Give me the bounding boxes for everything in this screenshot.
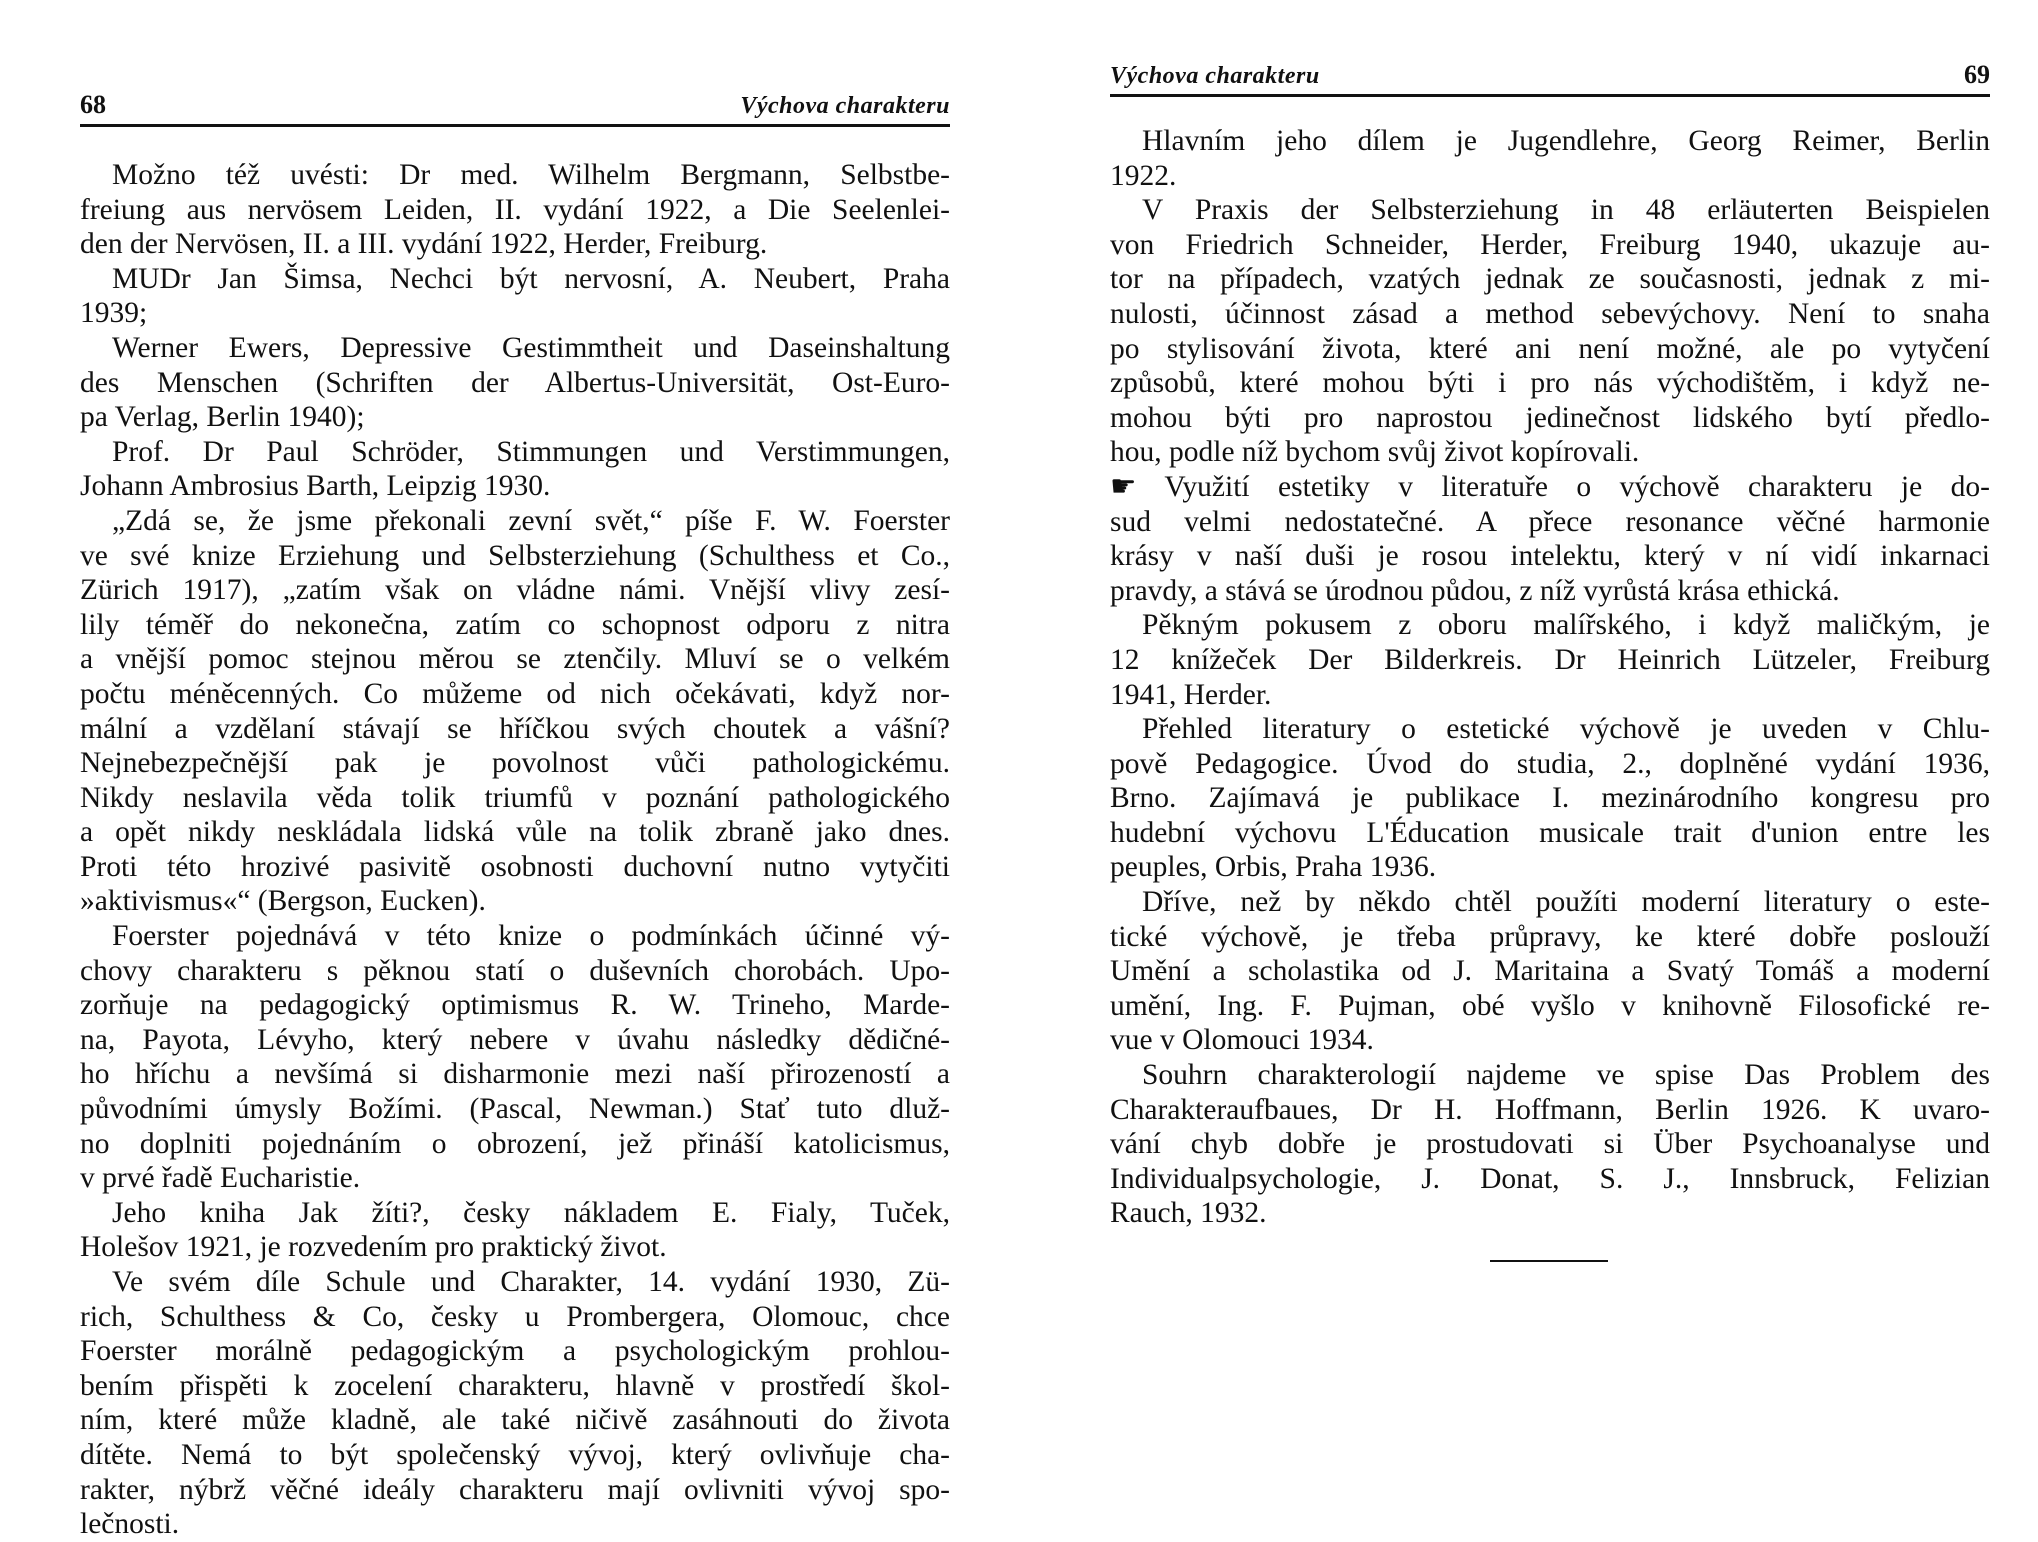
text-line: 1922. (1110, 159, 1177, 192)
text-line: peuples, Orbis, Praha 1936. (1110, 851, 1437, 884)
text-line: hudební výchovu L'Éducation musicale trait d'union entre les (1110, 816, 1990, 849)
text-line: vue v Olomouci 1934. (1110, 1024, 1374, 1057)
text-line: vání chyb dobře je prostudovati si Über Psychoanalyse und (1110, 1128, 1990, 1161)
text-line: Nejnebezpečnější pak je povolnost vůči pathologickému. (80, 747, 950, 780)
text-line: umění, Ing. F. Pujman, obé vyšlo v knihovně Filosofické re- (1110, 989, 1990, 1022)
text-line: mohou býti pro naprostou jedinečnost lidského bytí předlo- (1110, 401, 1990, 434)
running-head (1110, 58, 1990, 97)
text-line: ve své knize Erziehung und Selbsterziehung (Schulthess et Co., (80, 539, 950, 572)
text-line: 12 knížeček Der Bilderkreis. Dr Heinrich Lützeler, Freiburg (1110, 643, 1990, 676)
text-line: Souhrn charakterologií najdeme ve spise Das Problem des (1142, 1059, 1990, 1092)
text-line: Johann Ambrosius Barth, Leipzig 1930. (80, 470, 551, 503)
text-line: počtu méněcenných. Co můžeme od nich očekávati, když nor- (80, 677, 950, 710)
text-line: Nikdy neslavila věda tolik triumfů v poznání pathologického (80, 781, 950, 814)
text-line: Werner Ewers, Depressive Gestimmtheit und Daseinshaltung (112, 331, 950, 364)
text-line: dítěte. Nemá to být společenský vývoj, který ovlivňuje cha- (80, 1438, 950, 1471)
text-line: Prof. Dr Paul Schröder, Stimmungen und Verstimmungen, (112, 435, 950, 468)
section-end-rule (1490, 1260, 1608, 1262)
text-line: des Menschen (Schriften der Albertus-Universität, Ost-Euro- (80, 366, 950, 399)
text-line: no doplniti pojednáním o obrození, jež přináší katolicismus, (80, 1127, 950, 1160)
body-text (1110, 124, 1990, 1231)
text-line: pravdy, a stává se úrodnou půdou, z níž vyrůstá krása ethická. (1110, 574, 1840, 607)
running-title: Výchova charakteru (740, 93, 950, 119)
text-line: Jeho kniha Jak žíti?, česky nákladem E. Fialy, Tuček, (112, 1196, 950, 1229)
text-line: den der Nervösen, II. a III. vydání 1922, Herder, Freiburg. (80, 228, 768, 261)
text-line: Umění a scholastika od J. Maritaina a Svatý Tomáš a moderní (1110, 955, 1990, 988)
text-line: Přehled literatury o estetické výchově je uveden v Chlu- (1142, 713, 1990, 746)
text-line: rich, Schulthess & Co, česky u Prombergera, Olomouc, chce (80, 1300, 950, 1333)
text-line: chovy charakteru s pěknou statí o duševních chorobách. Upo- (80, 954, 950, 987)
page-number: 68 (80, 90, 106, 119)
text-line: pově Pedagogice. Úvod do studia, 2., doplněné vydání 1936, (1110, 747, 1990, 780)
text-line: lily téměř do nekonečna, zatím co schopnost odporu z nitra (80, 608, 950, 641)
text-line: ☛ Využití estetiky v literatuře o výchově charakteru je do- (1110, 470, 1990, 503)
text-line: původními úmysly Božími. (Pascal, Newman.) Stať tuto dluž- (80, 1093, 950, 1126)
text-line: na, Payota, Lévyho, který nebere v úvahu následky dědičné- (80, 1023, 950, 1056)
text-line: lečnosti. (80, 1508, 180, 1541)
body-text (80, 158, 950, 1542)
text-line: 1941, Herder. (1110, 678, 1272, 711)
text-line: a vnější pomoc stejnou měrou se ztenčily. Mluví se o velkém (80, 643, 950, 676)
text-line: a opět nikdy neskládala lidská vůle na tolik zbraně jako dnes. (80, 816, 950, 849)
text-line: Individualpsychologie, J. Donat, S. J., Innsbruck, Felizian (1110, 1162, 1990, 1195)
text-line: Proti této hrozivé pasivitě osobnosti duchovní nutno vytyčiti (80, 850, 950, 883)
text-line: rakter, nýbrž věčné ideály charakteru mají ovlivniti vývoj spo- (80, 1473, 950, 1506)
text-line: mální a vzdělaní stávají se hříčkou svých choutek a vášní? (80, 712, 950, 745)
text-line: MUDr Jan Šimsa, Nechci být nervosní, A. Neubert, Praha (112, 262, 950, 295)
text-line: tické výchově, je třeba průpravy, ke které dobře poslouží (1110, 920, 1990, 953)
text-line: Foerster morálně pedagogickým a psychologickým prohlou- (80, 1335, 950, 1368)
text-line: po stylisování života, které ani není možné, ale po vytyčení (1110, 332, 1990, 365)
text-line: způsobů, které mohou býti i pro nás východištěm, i když ne- (1110, 367, 1990, 400)
text-line: ním, které může kladně, ale také ničivě zasáhnouti do života (80, 1404, 950, 1437)
text-line: Holešov 1921, je rozvedením pro praktický život. (80, 1231, 667, 1264)
text-line: freiung aus nervösem Leiden, II. vydání 1922, a Die Seelenlei- (80, 193, 950, 226)
text-line: hou, podle níž bychom svůj život kopírovali. (1110, 436, 1640, 469)
text-line: Ve svém díle Schule und Charakter, 14. vydání 1930, Zü- (112, 1266, 950, 1298)
text-line: V Praxis der Selbsterziehung in 48 erläuterten Beispielen (1142, 194, 1990, 227)
text-line: pa Verlag, Berlin 1940); (80, 401, 365, 434)
text-line: bením přispěti k zocelení charakteru, hlavně v prostředí škol- (80, 1369, 950, 1402)
text-line: 1939; (80, 297, 148, 330)
text-line: ho hříchu a nevšímá si disharmonie mezi naší přirozeností a (80, 1058, 950, 1091)
text-line: nulosti, účinnost zásad a method sebevýchovy. Není to snaha (1110, 297, 1990, 330)
text-line: »aktivismus«“ (Bergson, Eucken). (80, 885, 486, 918)
text-line: sud velmi nedostatečné. A přece resonance věčné harmonie (1110, 505, 1990, 538)
text-line: Dříve, než by někdo chtěl použíti moderní literatury o este- (1142, 886, 1990, 919)
text-line: Brno. Zajímavá je publikace I. mezinárodního kongresu pro (1110, 782, 1990, 815)
text-line: von Friedrich Schneider, Herder, Freiburg 1940, ukazuje au- (1110, 228, 1990, 261)
text-line: „Zdá se, že jsme překonali zevní svět,“ píše F. W. Foerster (112, 504, 950, 537)
text-line: tor na případech, vzatých jednak ze současnosti, jednak z mi- (1110, 263, 1990, 296)
text-line: Rauch, 1932. (1110, 1197, 1267, 1230)
running-title: Výchova charakteru (1110, 63, 1320, 89)
running-head (80, 88, 950, 127)
text-line: Hlavním jeho dílem je Jugendlehre, Georg Reimer, Berlin (1142, 125, 1990, 157)
text-line: Pěkným pokusem z oboru malířského, i když maličkým, je (1142, 609, 1990, 642)
text-line: Možno též uvésti: Dr med. Wilhelm Bergmann, Selbstbe- (112, 159, 950, 191)
text-line: Zürich 1917), „zatím však on vládne námi. Vnější vlivy zesí- (80, 574, 950, 607)
text-line: zorňuje na pedagogický optimismus R. W. Trineho, Marde- (80, 989, 950, 1022)
page-number: 69 (1964, 60, 1990, 89)
text-line: Charakteraufbaues, Dr H. Hoffmann, Berlin 1926. K uvaro- (1110, 1093, 1990, 1126)
text-line: krásy v naší duši je rosou intelektu, který v ní vidí inkarnaci (1110, 540, 1990, 573)
text-line: v prvé řadě Eucharistie. (80, 1162, 361, 1195)
text-line: Foerster pojednává v této knize o podmínkách účinné vý- (112, 920, 950, 953)
